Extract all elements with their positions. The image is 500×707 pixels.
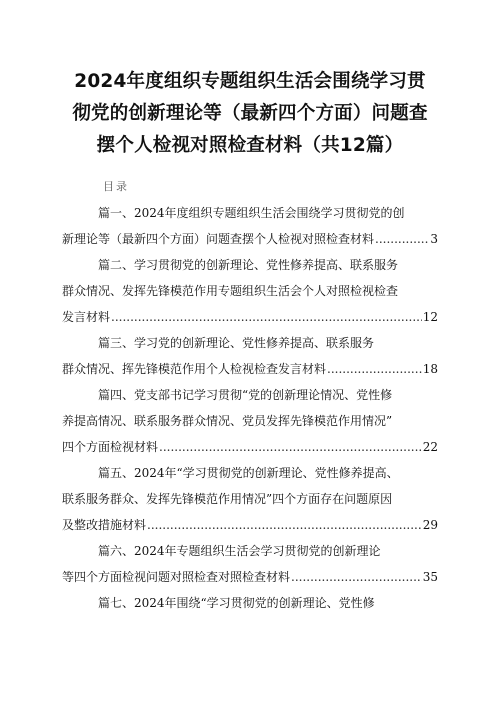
toc-entry-text: 四个方面检视材料 [62,440,159,454]
toc-page-number: 3 [430,232,438,246]
toc-dot-leader [375,226,429,252]
toc-dot-leader [111,304,422,330]
toc-page-number: 12 [422,310,438,324]
toc-page-number: 29 [422,518,438,532]
toc-entry-text: 发言材料 [62,310,111,324]
title-line-1: 2024年度组织专题组织生活会围绕学习贯 [74,71,426,92]
toc-dot-leader [159,434,422,460]
toc-entry-text: 新理论等（最新四个方面）问题查摆个人检视对照检查材料 [62,232,375,246]
toc-entry-text: 群众情况、挥先锋模范作用个人检视检查发言材料 [62,362,327,376]
toc-entry-line: 篇一、2024年度组织专题组织生活会围绕学习贯彻党的创 [98,206,405,220]
toc-entry-text: 等四个方面检视问题对照检查对照检查材料 [62,570,291,584]
toc-entry[interactable] [62,382,438,460]
toc-entry[interactable] [62,538,438,590]
title-line-2: 彻党的创新理论等（最新四个方面）问题查 [72,103,428,124]
toc-entry-text: 及整改措施材料 [62,518,147,532]
toc-entry-line: 联系服务群众、发挥先锋模范作用情况”四个方面存在问题原因 [62,492,393,506]
toc-entry-line: 篇三、学习党的创新理论、党性修养提高、联系服务 [98,336,375,350]
toc-list [62,200,438,616]
toc-entry-line [62,512,438,538]
toc-entry-line [62,304,438,330]
toc-entry-line: 篇七、2024年围绕“学习贯彻党的创新理论、党性修 [98,596,375,610]
toc-page-number: 22 [422,440,438,454]
toc-entry-line [62,356,438,382]
toc-page-number: 18 [422,362,438,376]
toc-entry-line [62,434,438,460]
toc-entry-line [62,226,438,252]
toc-entry[interactable] [62,330,438,382]
toc-entry-line: 篇二、学习贯彻党的创新理论、党性修养提高、联系服务 [98,258,399,272]
toc-entry-line: 篇六、2024年专题组织生活会学习贯彻党的创新理论 [98,544,381,558]
toc-label: 目录 [103,180,129,193]
document-title [50,66,450,162]
toc-entry[interactable] [62,590,438,616]
toc-page-number: 35 [422,570,438,584]
toc-entry-line: 篇五、2024年“学习贯彻党的创新理论、党性修养提高、 [98,466,399,480]
toc-entry-line: 篇四、党支部书记学习贯彻“党的创新理论情况、党性修 [98,388,393,402]
toc-entry[interactable] [62,252,438,330]
toc-entry[interactable] [62,460,438,538]
toc-entry[interactable] [62,200,438,252]
toc-entry-line: 养提高情况、联系服务群众情况、党员发挥先锋模范作用情况” [62,414,393,428]
toc-dot-leader [147,512,422,538]
toc-dot-leader [327,356,422,382]
toc-entry-line: 群众情况、发挥先锋模范作用专题组织生活会个人对照检视检查 [62,284,399,298]
toc-entry-line [62,564,438,590]
title-line-3: 摆个人检视对照检查材料（共12篇） [96,135,404,156]
toc-dot-leader [291,564,422,590]
